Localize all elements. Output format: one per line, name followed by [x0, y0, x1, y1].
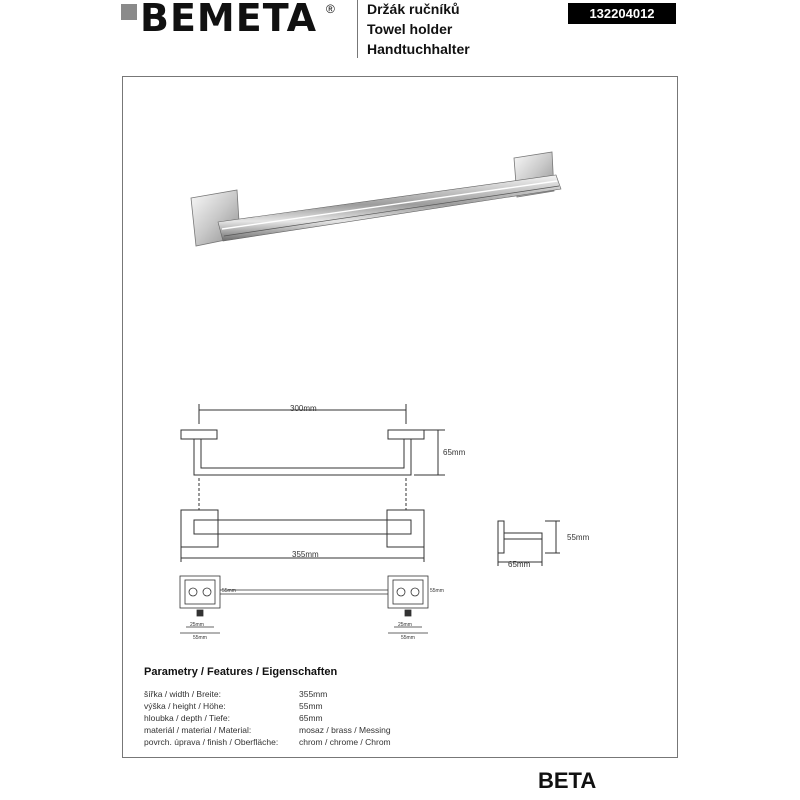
- title-english: Towel holder: [367, 21, 453, 37]
- dim-side-height-label: 55mm: [567, 533, 590, 542]
- param-label-finish: povrch. úprava / finish / Oberfläche:: [144, 737, 279, 747]
- mounting-detail-drawing: [180, 576, 428, 633]
- top-view-drawing: [181, 404, 445, 475]
- param-label-width: šířka / width / Breite:: [144, 689, 221, 699]
- dim-hole-spacing-right: 25mm: [398, 622, 412, 628]
- param-label-material: materiál / material / Material:: [144, 725, 252, 735]
- dim-side-depth-label: 65mm: [508, 560, 531, 569]
- param-value-depth: 65mm: [299, 713, 323, 723]
- series-name: BETA: [538, 768, 597, 793]
- dim-total-label: 355mm: [292, 550, 319, 559]
- param-label-depth: hloubka / depth / Tiefe:: [144, 713, 231, 723]
- params-title: Parametry / Features / Eigenschaften: [144, 666, 338, 678]
- dim-hole-spacing-left: 25mm: [190, 622, 204, 628]
- dim-inner-label: 300mm: [290, 404, 317, 413]
- dim-plate-height-left: 55mm: [222, 588, 236, 594]
- dim-depth-label: 65mm: [443, 448, 466, 457]
- dim-plate-width-left: 55mm: [193, 635, 207, 641]
- title-czech: Držák ručníků: [367, 1, 460, 17]
- param-value-height: 55mm: [299, 701, 323, 711]
- product-photo: [191, 152, 561, 246]
- param-value-width: 355mm: [299, 689, 328, 699]
- product-code-badge: 132204012: [568, 3, 676, 24]
- param-value-finish: chrom / chrome / Chrom: [299, 737, 391, 747]
- dim-plate-height-right: 55mm: [430, 588, 444, 594]
- brand-registered-mark: ®: [326, 2, 335, 16]
- title-german: Handtuchhalter: [367, 41, 470, 57]
- brand-logo: BEMETA: [140, 0, 318, 40]
- param-label-height: výška / height / Höhe:: [144, 701, 226, 711]
- param-value-material: mosaz / brass / Messing: [299, 725, 391, 735]
- dim-plate-width-right: 55mm: [401, 635, 415, 641]
